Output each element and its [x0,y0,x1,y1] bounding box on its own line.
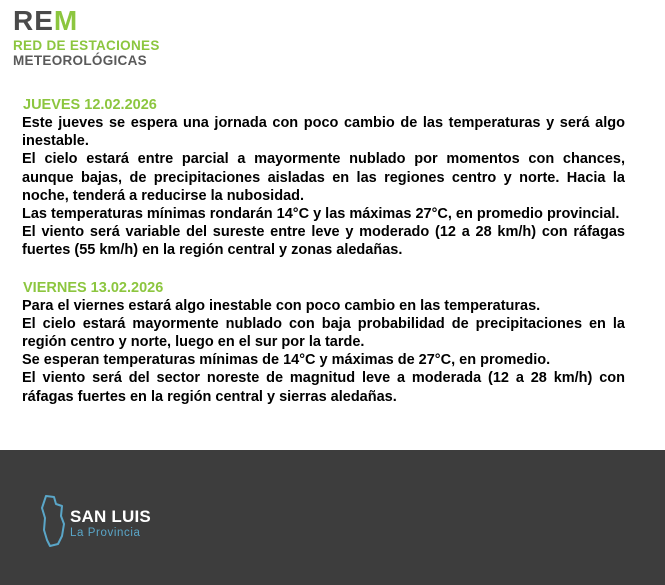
san-luis-logo-title: SAN LUIS [70,507,151,526]
forecast-paragraph: Se esperan temperaturas mínimas de 14°C y máximas de 27°C, en promedio. [22,352,551,369]
rem-logo-line1: RED DE ESTACIONES [13,38,160,53]
forecast-paragraph: El cielo estará entre parcial a mayormente nublado por momentos con chances, aunque bajas, de precipitaciones aisladas en las regiones centro y norte. Hacia la noche, tenderá a reducirse la nubosidad. [22,151,625,204]
rem-logo [13,6,213,68]
day-title: VIERNES 13.02.2026 [23,279,164,296]
rem-logo-accent: M [53,5,79,36]
rem-logo-mark [13,6,213,36]
forecast-day-thursday [22,96,625,260]
san-luis-logo [40,494,200,554]
san-luis-logo-subtitle: La Provincia [70,527,141,539]
forecast-day-friday [22,279,625,406]
forecast-content [22,96,625,425]
forecast-paragraph: Este jueves se espera una jornada con poco cambio de las temperaturas y será algo inestable. [22,115,625,150]
rem-logo-prefix: RE [13,5,54,36]
footer-bar [0,450,665,585]
rem-logo-line2: METEOROLÓGICAS [13,53,147,68]
san-luis-map-icon [40,494,66,548]
forecast-paragraph: Para el viernes estará algo inestable con poco cambio en las temperaturas. [22,297,541,314]
day-title: JUEVES 12.02.2026 [23,97,157,113]
forecast-paragraph: El viento será variable del sureste entre leve y moderado (12 a 28 km/h) con ráfagas fuertes (55 km/h) en la región central y zonas aledañas. [22,224,625,259]
forecast-paragraph: El cielo estará mayormente nublado con baja probabilidad de precipitaciones en la región centro y norte, luego en el sur por la tarde. [22,315,625,351]
forecast-paragraph: El viento será del sector noreste de magnitud leve a moderada (12 a 28 km/h) con ráfagas fuertes en la región central y sierras aledañas. [22,370,625,405]
forecast-paragraph: Las temperaturas mínimas rondarán 14°C y las máximas 27°C, en promedio provincial. [22,206,620,223]
